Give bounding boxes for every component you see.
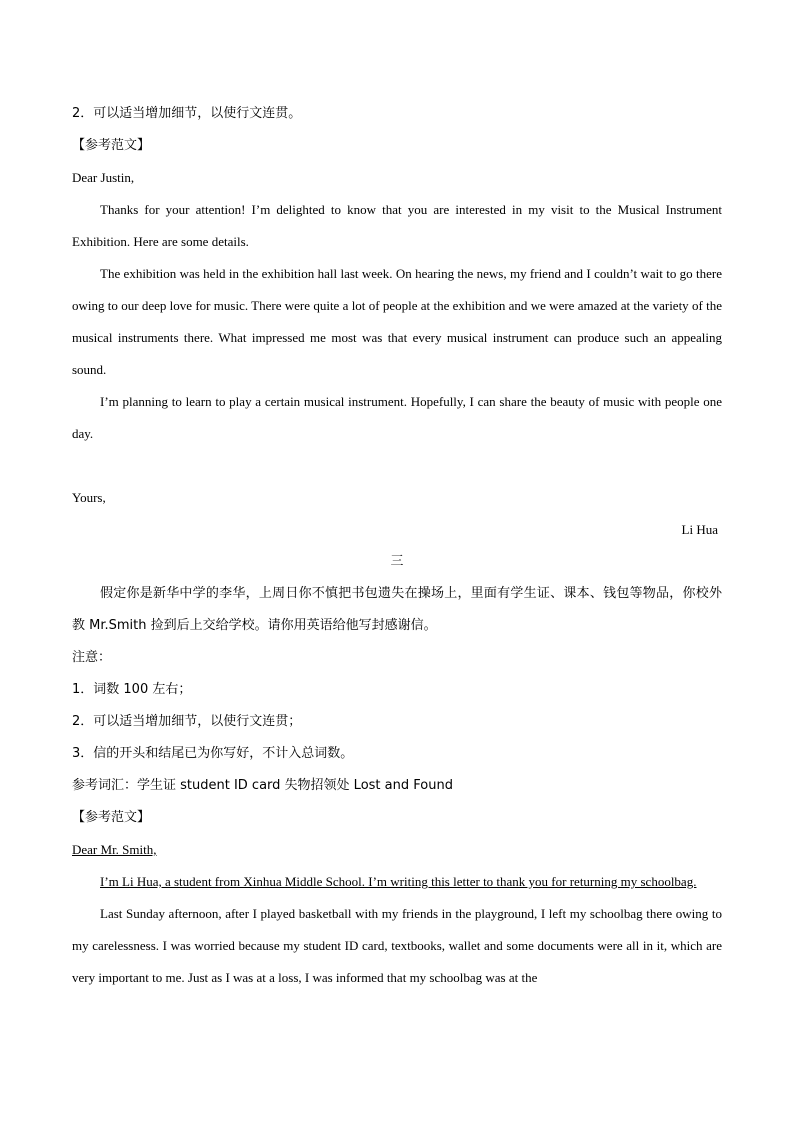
note-item-2: 2．可以适当增加细节，以使行文连贯。 (72, 106, 302, 121)
letter-signature: Li Hua (681, 522, 718, 537)
writing-prompt: 假定你是新华中学的李华，上周日你不慎把书包遗失在操场上，里面有学生证、课本、钱包等物品，你校外教 Mr.Smith 捡到后上交给学校。请你用英语给他写封感谢信。 (72, 586, 722, 633)
letter-paragraph-1: Thanks for your attention! I’m delighted to know that you are interested in my visit to the Musical Instrument Exhibition. Here are some details. (72, 202, 722, 249)
sample-essay-label: 【参考范文】 (72, 810, 151, 825)
letter-paragraph-2: Last Sunday afternoon, after I played basketball with my friends in the playground, I left my schoolbag there owing to my carelessness. I was worried because my student ID card, textbooks, wallet and some documents were all in it, which are very important to me. Just as I was at a loss, I was informed that my schoolbag was at the (72, 906, 722, 985)
notes-label: 注意： (72, 650, 112, 665)
letter-salutation: Dear Mr. Smith, (72, 842, 157, 857)
letter-salutation: Dear Justin, (72, 170, 135, 185)
note-item-2: 2．可以适当增加细节，以使行文连贯； (72, 714, 302, 729)
spacer (72, 450, 722, 482)
note-item-1: 1．词数 100 左右； (72, 682, 192, 697)
letter-paragraph-3: I’m planning to learn to play a certain musical instrument. Hopefully, I can share the beauty of music with people one day. (72, 394, 722, 441)
note-item-3: 3．信的开头和结尾已为你写好，不计入总词数。 (72, 746, 354, 761)
letter-paragraph-1: I’m Li Hua, a student from Xinhua Middle School. I’m writing this letter to thank you for returning my schoolbag. (100, 874, 697, 889)
reference-vocabulary: 参考词汇：学生证 student ID card 失物招领处 Lost and Found (72, 778, 453, 793)
document-page (72, 98, 722, 994)
letter-closing: Yours, (72, 490, 106, 505)
section-heading: 三 (390, 554, 404, 569)
letter-paragraph-2: The exhibition was held in the exhibition hall last week. On hearing the news, my friend and I couldn’t wait to go there owing to our deep love for music. There were quite a lot of people at the exhibition and we were amazed at the variety of the musical instruments there. What impressed me most was that every musical instrument can produce such an appealing sound. (72, 266, 722, 377)
sample-essay-label: 【参考范文】 (72, 138, 151, 153)
